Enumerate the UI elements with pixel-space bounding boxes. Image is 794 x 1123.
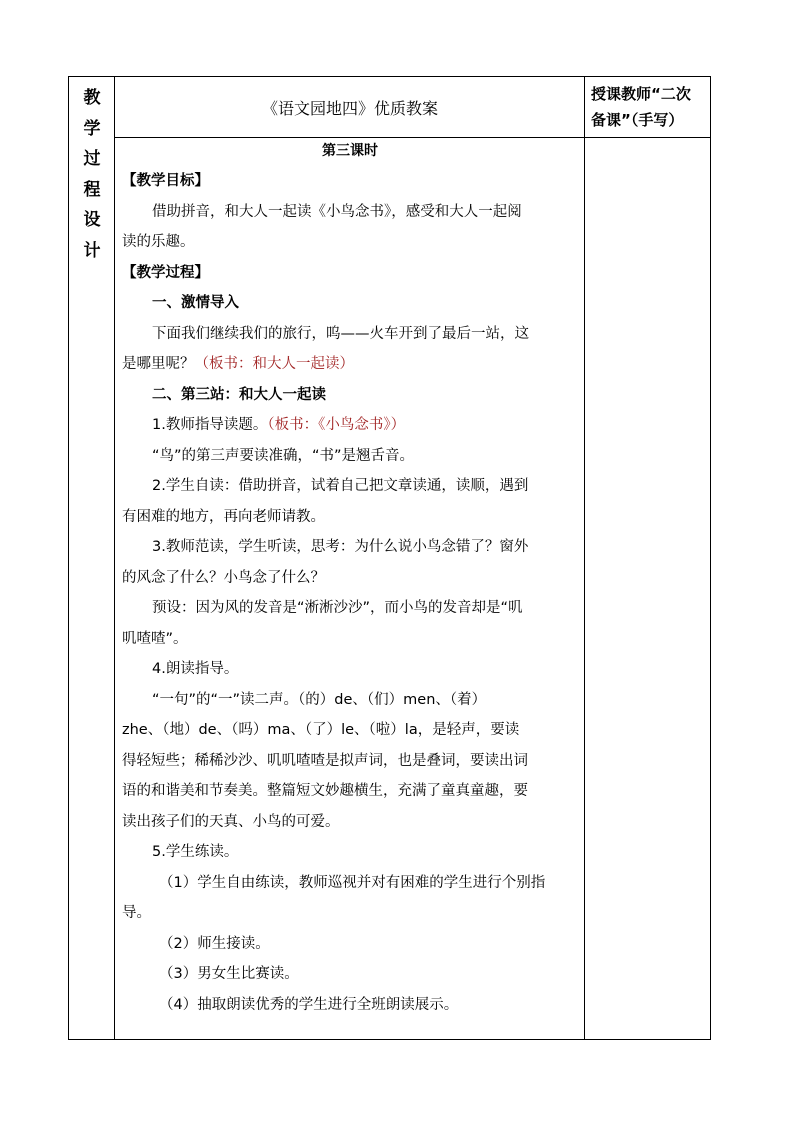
teacher-notes-header-line: 备课”（手写）	[591, 111, 684, 129]
section-heading: 一、激情导入	[152, 295, 239, 311]
paragraph-line: 的风念了什么？小鸟念了什么？	[122, 569, 325, 586]
process-heading: 【教学过程】	[122, 264, 209, 281]
goal-heading: 【教学目标】	[122, 173, 209, 189]
paragraph-line	[115, 349, 585, 380]
paragraph-text: 是哪里呢？	[122, 356, 195, 372]
paragraph-line: 下面我们继续我们的旅行，呜——火车开到了最后一站，这	[152, 325, 529, 342]
paragraph-line: （4）抽取朗读优秀的学生进行全班朗读展示。	[159, 996, 459, 1013]
side-label-char: 学	[83, 118, 101, 139]
paragraph-line: “一句”的“一”读二声。（的）de、（们）men、（着）	[152, 691, 487, 708]
side-label	[69, 77, 115, 363]
paragraph-line: “鸟”的第三声要读准确，“书”是翘舌音。	[152, 447, 415, 464]
paragraph-line	[115, 410, 585, 441]
goal-text: 读的乐趣。	[122, 234, 195, 250]
paragraph-line: （2）师生接读。	[159, 935, 270, 952]
side-label-char: 程	[83, 179, 101, 200]
paragraph-line: 导。	[122, 905, 151, 921]
side-label-char: 计	[83, 240, 101, 261]
lesson-plan-table	[68, 76, 711, 1040]
paragraph-line: 叽喳喳”。	[122, 630, 188, 647]
paragraph-line: zhe、（地）de、（吗）ma、（了）le、（啦）la，是轻声，要读	[122, 722, 520, 738]
paragraph-line: 5.学生练读。	[152, 844, 239, 860]
paragraph-line: 语的和谐美和节奏美。整篇短文妙趣横生，充满了童真童趣，要	[122, 783, 528, 799]
goal-text: 借助拼音，和大人一起读《小鸟念书》，感受和大人一起阅	[152, 203, 522, 220]
page-title: 《语文园地四》优质教案	[261, 98, 438, 118]
paragraph-line: 预设：因为风的发音是“淅淅沙沙”，而小鸟的发音却是“叽	[152, 600, 523, 616]
lesson-number: 第三课时	[322, 143, 378, 159]
side-label-char: 设	[83, 210, 101, 230]
paragraph-line: 有困难的地方，再向老师请教。	[122, 508, 325, 525]
side-label-char: 过	[83, 149, 101, 169]
board-note: （板书：和大人一起读）	[194, 356, 354, 372]
paragraph-line: （3）男女生比赛读。	[159, 966, 299, 982]
teacher-notes-header-line: 授课教师“二次	[591, 85, 691, 103]
paragraph-text: 1.教师指导读题。	[152, 417, 268, 433]
side-label-char: 教	[83, 88, 101, 108]
lesson-content	[115, 137, 585, 1020]
paragraph-line: 4.朗读指导。	[152, 661, 239, 677]
paragraph-line: 2.学生自读：借助拼音，试着自己把文章读通，读顺，遇到	[152, 478, 529, 494]
board-note: （板书：《小鸟念书》）	[267, 417, 406, 433]
paragraph-line: 3.教师范读，学生听读，思考：为什么说小鸟念错了？窗外	[152, 539, 529, 555]
paragraph-line: （1）学生自由练读，教师巡视并对有困难的学生进行个别指	[159, 874, 546, 891]
teacher-notes-header	[585, 77, 712, 137]
paragraph-line: 读出孩子们的天真、小鸟的可爱。	[122, 813, 340, 830]
section-heading: 二、第三站：和大人一起读	[152, 386, 326, 403]
paragraph-line: 得轻短些；稀稀沙沙、叽叽喳喳是拟声词，也是叠词，要读出词	[122, 752, 528, 769]
